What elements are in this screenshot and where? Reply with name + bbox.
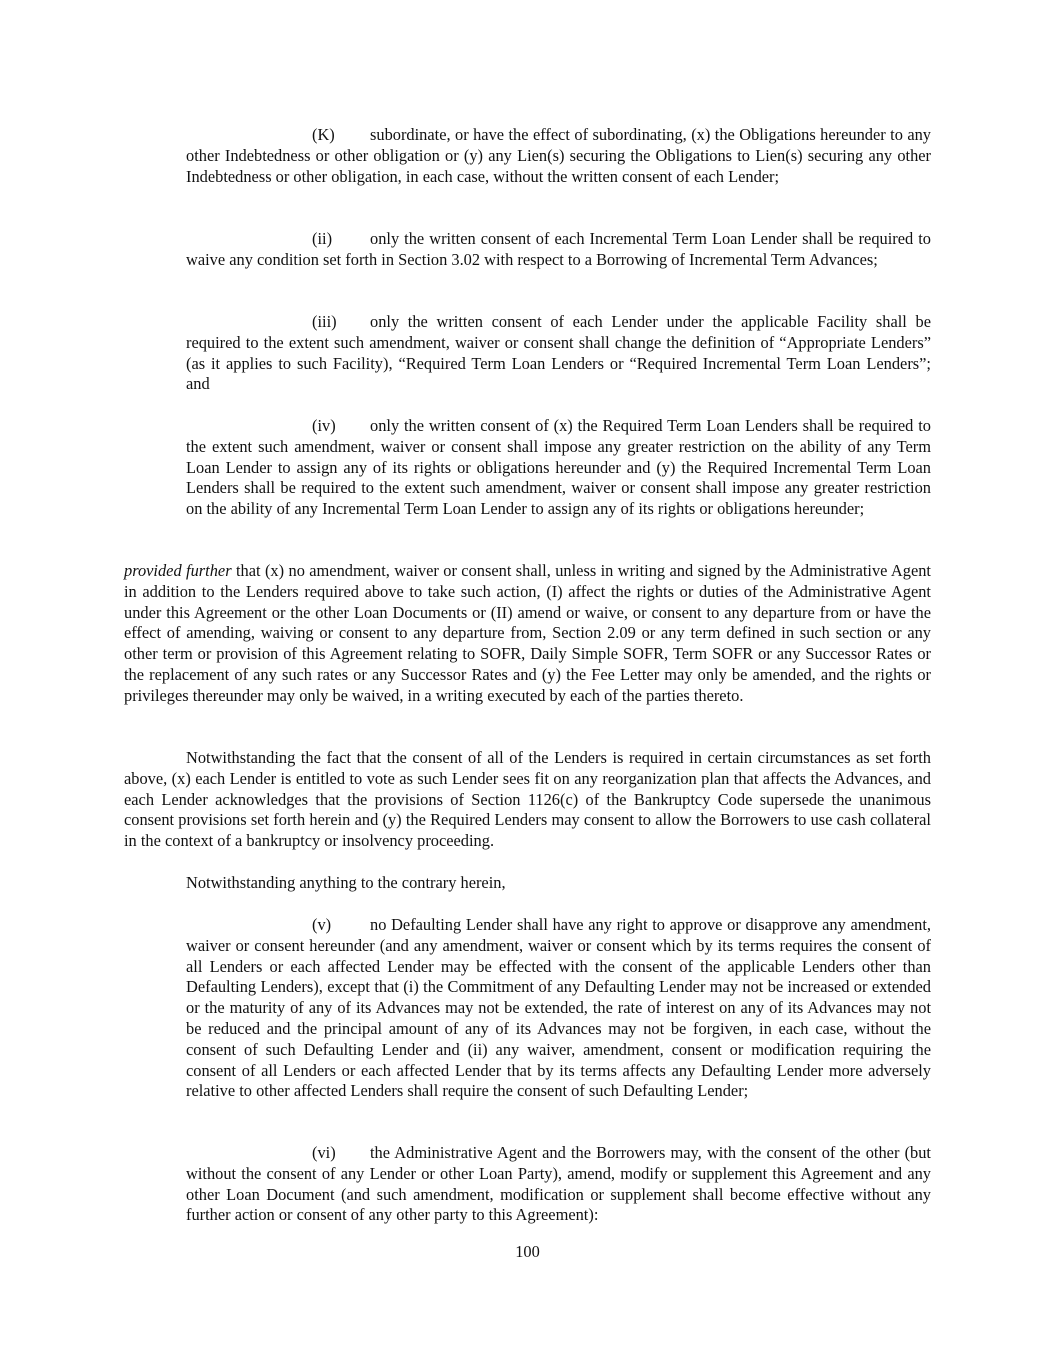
clause-ii-text: only the written consent of each Incremental Term Loan Lender shall be required to waive any condition set forth in Section 3.02 with respect to a Borrowing of Incremental Term Advances; [186, 229, 931, 269]
clause-v [186, 915, 931, 1102]
proviso-paragraph [124, 561, 931, 707]
clause-vi-text: the Administrative Agent and the Borrowers may, with the consent of the other (but without the consent of any Lender or other Loan Party), amend, modify or supplement this Agreement and any other Loan Document (and such amendment, modification or supplement shall become effective without any further action or consent of any other party to this Agreement): [186, 1143, 931, 1225]
clause-iv-text: only the written consent of (x) the Required Term Loan Lenders shall be required to the extent such amendment, waiver or consent shall impose any greater restriction on the ability of any Term Loan Lender to assign any of its rights or obligations hereunder and (y) the Required Incremental Term Loan Lenders shall be required to the extent such amendment, waiver or consent shall impose any greater restriction on the ability of any Incremental Term Loan Lender to assign any of its rights or obligations hereunder; [186, 416, 931, 519]
clause-iii [186, 312, 931, 395]
notwithstanding-paragraph-1: Notwithstanding the fact that the consent of all of the Lenders is required in certain circumstances as set forth above, (x) each Lender is entitled to vote as such Lender sees fit on any reorganization plan that affects the Advances, and each Lender acknowledges that the provisions of Section 1126(c) of the Bankruptcy Code supersede the unanimous consent provisions set forth herein and (y) the Required Lenders may consent to allow the Borrowers to use cash collateral in the context of a bankruptcy or insolvency proceeding. [124, 748, 931, 851]
clause-iv-marker: (iv) [312, 416, 336, 435]
clause-v-marker: (v) [312, 915, 332, 934]
clause-k-marker: (K) [312, 125, 335, 144]
clause-ii-marker: (ii) [312, 229, 333, 248]
notwithstanding-paragraph-2: Notwithstanding anything to the contrary herein, [186, 873, 506, 892]
clause-k-text: subordinate, or have the effect of subordinating, (x) the Obligations hereunder to any other Indebtedness or other obligation or (y) any Lien(s) securing the Obligations to Lien(s) securing any other Indebtedness or other obligation, in each case, without the written consent of each Lender; [186, 125, 931, 186]
clause-ii [186, 229, 931, 271]
clause-v-text: no Defaulting Lender shall have any right to approve or disapprove any amendment, waiver or consent hereunder (and any amendment, waiver or consent which by its terms requires the consent of all Lenders or each affected Lender may be effected with the consent of the applicable Lenders other than Defaulting Lenders), except that (i) the Commitment of any Defaulting Lender may not be increased or extended or the maturity of any of its Advances may not be extended, the rate of interest on any of its Advances may not be reduced and the principal amount of any of its Advances may not be forgiven, in each case, without the consent of such Defaulting Lender and (ii) any waiver, amendment, consent or modification requiring the consent of all Lenders or each affected Lender that by its terms affects any Defaulting Lender more adversely relative to other affected Lenders shall require the consent of such Defaulting Lender; [186, 915, 931, 1101]
proviso-lead: provided further [124, 561, 232, 580]
clause-iv [186, 416, 931, 520]
clause-k [186, 125, 931, 187]
clause-vi-marker: (vi) [312, 1143, 336, 1162]
clause-iii-text: only the written consent of each Lender under the applicable Facility shall be required to the extent such amendment, waiver or consent shall change the definition of “Appropriate Lenders” (as it applies to such Facility), “Required Term Loan Lenders or “Required Incremental Term Loan Lenders”; and [186, 312, 931, 394]
page-number: 100 [515, 1242, 540, 1261]
clause-vi [186, 1143, 931, 1226]
proviso-text: that (x) no amendment, waiver or consent shall, unless in writing and signed by the Administrative Agent in addition to the Lenders required above to take such action, (I) affect the rights or duties of the Administrative Agent under this Agreement or the other Loan Documents or (II) amend or waive, or consent to any departure from or have the effect of amending, waiving or consent to any departure from, Section 2.09 or any term defined in such section or any other term or provision of this Agreement relating to SOFR, Daily Simple SOFR, Term SOFR or any Successor Rates or the replacement of any such rates or any Successor Rates and (y) the Fee Letter may only be amended, and the rights or privileges thereunder may only be waived, in a writing executed by each of the parties thereto. [124, 561, 931, 705]
clause-iii-marker: (iii) [312, 312, 337, 331]
